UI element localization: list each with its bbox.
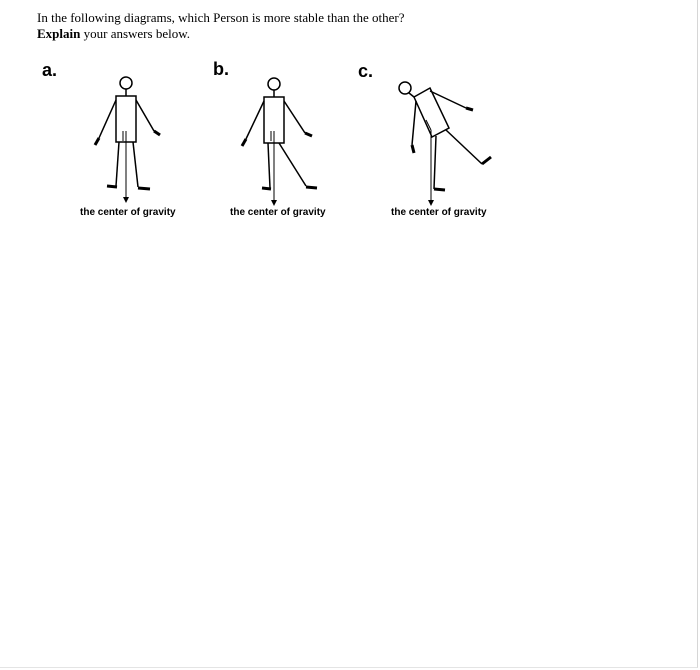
figure-c-neck xyxy=(409,93,414,97)
figure-a-right-hand xyxy=(154,131,160,135)
diagram-a-caption: the center of gravity xyxy=(80,207,176,218)
stick-figure-b xyxy=(242,78,317,203)
figure-c-right-foot xyxy=(482,157,491,164)
figure-c-head xyxy=(399,82,411,94)
figure-a-left-leg xyxy=(116,142,119,186)
figure-c-left-foot xyxy=(434,189,445,190)
figure-b-left-hand xyxy=(242,139,246,146)
figure-a-right-leg xyxy=(133,142,138,187)
figure-b-right-hand xyxy=(305,133,312,136)
explain-word: Explain xyxy=(37,26,81,41)
figure-b-right-arm xyxy=(284,101,305,133)
figure-c-left-hand xyxy=(412,145,414,153)
figure-c-left-leg xyxy=(434,136,436,189)
stick-figure-c xyxy=(399,82,491,203)
figure-c-right-leg xyxy=(446,130,482,164)
figure-c-torso xyxy=(414,88,449,137)
stick-figure-a xyxy=(95,77,160,200)
diagram-c-caption: the center of gravity xyxy=(391,207,487,218)
figure-b-right-foot xyxy=(306,187,317,188)
question-line-2-rest: your answers below. xyxy=(80,26,190,41)
figure-b-head xyxy=(268,78,280,90)
figure-b-left-arm xyxy=(246,101,264,139)
figure-a-left-foot xyxy=(107,186,117,187)
figure-b-left-leg xyxy=(268,143,270,188)
diagram-a-label: a. xyxy=(42,60,58,80)
question-line-1: In the following diagrams, which Person is more stable than the other? xyxy=(37,10,405,25)
figure-b-right-leg xyxy=(279,143,306,186)
figure-c-left-arm xyxy=(412,101,416,145)
figure-c-right-hand xyxy=(466,108,473,110)
diagram-b-caption: the center of gravity xyxy=(230,207,326,218)
figure-a-left-arm xyxy=(99,100,116,138)
diagram-c-label: c. xyxy=(358,61,374,81)
figure-a-right-arm xyxy=(136,100,154,131)
figure-a-left-hand xyxy=(95,138,99,145)
diagram-b-label: b. xyxy=(213,59,229,79)
figure-a-head xyxy=(120,77,132,89)
figure-a-right-foot xyxy=(138,188,150,189)
figure-b-left-foot xyxy=(262,188,271,189)
